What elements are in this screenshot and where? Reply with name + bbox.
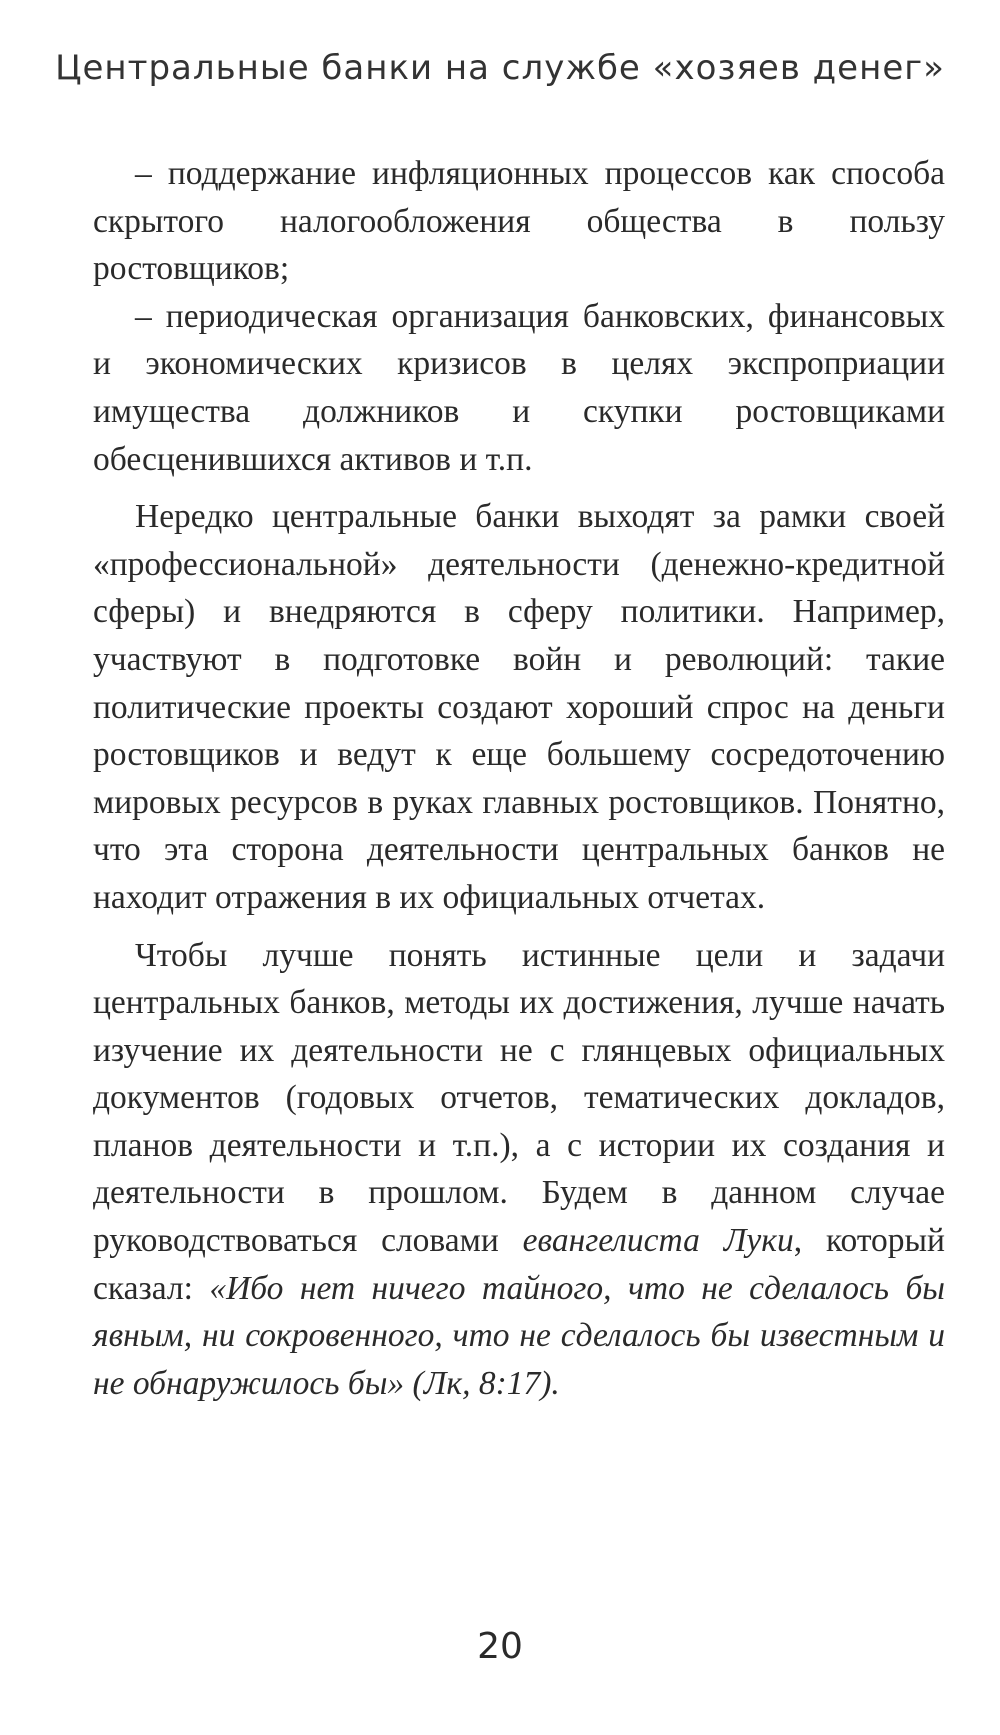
paragraph-history (93, 932, 945, 1408)
paragraph-history-quote: «Ибо нет ничего тайного, что не сделалось бы явным, ни сокровенного, что не сделалось бы известным и не обнаружилось бы» (Лк, 8:17). (93, 1269, 945, 1402)
list-item-inflation: – поддержание инфляционных процессов как способа скрытого налогообложения общества в пользу ростовщиков; (93, 155, 945, 288)
page-number: 20 (477, 1626, 523, 1667)
body-text (93, 150, 945, 1407)
paragraph-history-text-2: , который сказал: (93, 1222, 945, 1307)
paragraph-history-italic-1: евангелиста Луки (522, 1222, 794, 1260)
list-item-crises: – периодическая организация банковских, финансовых и экономических кризисов в целях экспроприации имущества должников и скупки ростовщиками обесценившихся активов и т.п. (93, 297, 945, 478)
paragraph-politics: Нередко центральные банки выходят за рамки своей «профессиональной» деятельности (денежно-кредитной сферы) и внедряются в сферу политики. Например, участвуют в подготовке войн и революций: такие политические проекты создают хороший спрос на деньги ростовщиков и ведут к еще большему сосредоточению мировых ресурсов в руках главных ростовщиков. Понятно, что эта сторона деятельности центральных банков не находит отражения в их официальных отчетах. (93, 498, 945, 916)
running-head: Центральные банки на службе «хозяев денег» (55, 48, 945, 88)
paragraph-history-text-1: Чтобы лучше понять истинные цели и задачи центральных банков, методы их достижения, лучше начать изучение их деятельности не с глянцевых официальных документов (годовых отчетов, тематических докладов, планов деятельности и т.п.), а с истории их создания и деятельности в прошлом. Будем в данном случае руководствоваться словами (93, 936, 945, 1260)
